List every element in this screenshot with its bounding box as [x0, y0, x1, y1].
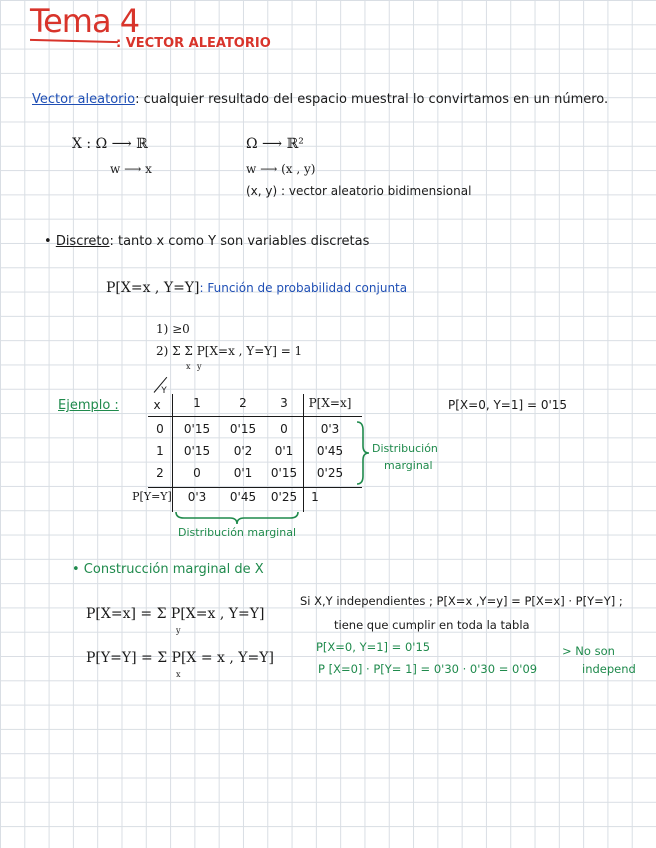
independence-line-1: Si X,Y independientes ; P[X=x ,Y=y] = P[X=x] · P[Y=Y] ;	[300, 594, 623, 608]
joint-formula: P[X=x , Y=Y]	[106, 280, 200, 296]
independence-check-2: P [X=0] · P[Y= 1] = 0'30 · 0'30 = 0'09	[318, 662, 538, 676]
table-cell: 0'1	[233, 466, 253, 480]
row-label-2: 2	[156, 466, 164, 480]
definition-text: : cualquier resultado del espacio muestral lo convirtamos en un número.	[135, 92, 609, 107]
table-hline-2	[148, 487, 362, 488]
marginal-x-header: P[X=x]	[308, 396, 352, 410]
page-subtitle: : VECTOR ALEATORIO	[116, 36, 271, 51]
row-label-0: 0	[156, 422, 164, 436]
construction-heading: • Construcción marginal de X	[72, 562, 264, 577]
table-cell: 0'15	[270, 466, 298, 480]
example-side-note: P[X=0, Y=1] = 0'15	[448, 398, 568, 412]
example-label: Ejemplo :	[58, 398, 119, 413]
corner-y: Y	[161, 386, 167, 396]
bottom-brace	[174, 510, 300, 526]
independence-line-2: tiene que cumplir en toda la tabla	[334, 618, 530, 632]
mapping-omega-to-r2: Ω ⟶ ℝ²	[246, 136, 304, 152]
marginal-x-subscript: y	[176, 626, 181, 635]
independence-check-1: P[X=0, Y=1] = 0'15	[316, 640, 431, 654]
col-marginal: 0'25	[270, 490, 298, 504]
col-header-3: 3	[280, 396, 288, 410]
mapping-x-to-r: X : Ω ⟶ ℝ	[72, 136, 148, 152]
table-cell: 0'1	[274, 444, 294, 458]
table-cell: 0	[193, 466, 201, 480]
table-total: 1	[311, 490, 319, 504]
page-title: Tema 4	[30, 2, 140, 40]
conclusion-text-1: No son	[575, 644, 615, 658]
bullet: •	[44, 234, 52, 249]
bottom-brace-label: Distribución marginal	[178, 526, 296, 539]
col-marginal: 0'3	[187, 490, 207, 504]
table-hline-1	[148, 416, 362, 417]
table-cell: 0	[280, 422, 288, 436]
definition-term: Vector aleatorio	[32, 92, 136, 107]
property-2-subscripts: x y	[186, 362, 204, 371]
mapping-w-to-xy: w ⟶ (x , y)	[246, 162, 316, 176]
marginal-x-formula: P[X=x] = Σ P[X=x , Y=Y]	[86, 606, 265, 622]
right-brace	[355, 420, 371, 486]
table-cell: 0'2	[233, 444, 253, 458]
table-vline-2	[303, 394, 304, 512]
definition-line	[32, 92, 608, 107]
joint-formula-desc: : Función de probabilidad conjunta	[199, 281, 408, 295]
joint-formula-line	[106, 280, 407, 296]
table-vline-1	[172, 394, 173, 512]
discrete-text: : tanto x como Y son variables discretas	[109, 234, 370, 249]
row-marginal: 0'3	[320, 422, 340, 436]
property-2: 2) Σ Σ P[X=x , Y=Y] = 1	[156, 344, 303, 358]
marginal-y-subscript: x	[176, 670, 181, 679]
col-header-2: 2	[239, 396, 247, 410]
col-marginal: 0'45	[229, 490, 257, 504]
mapping-w-to-x: w ⟶ x	[110, 162, 152, 176]
col-header-1: 1	[193, 396, 201, 410]
table-cell: 0'15	[183, 422, 211, 436]
corner-x: x	[153, 398, 161, 412]
discrete-line	[44, 234, 369, 249]
property-1: 1) ≥0	[156, 322, 190, 336]
bidimensional-note: (x, y) : vector aleatorio bidimensional	[246, 184, 472, 198]
table-cell: 0'15	[183, 444, 211, 458]
row-marginal: 0'45	[316, 444, 344, 458]
right-brace-label-2: marginal	[384, 459, 433, 472]
discrete-term: Discreto	[55, 234, 110, 249]
row-marginal: 0'25	[316, 466, 344, 480]
table-cell: 0'15	[229, 422, 257, 436]
row-label-1: 1	[156, 444, 164, 458]
marginal-y-formula: P[Y=Y] = Σ P[X = x , Y=Y]	[86, 650, 274, 666]
right-brace-label-1: Distribución	[372, 442, 438, 455]
independence-conclusion-2: independ	[582, 662, 636, 676]
marginal-y-label: P[Y=Y]	[132, 490, 172, 503]
independence-conclusion-1: > No son	[562, 644, 615, 658]
